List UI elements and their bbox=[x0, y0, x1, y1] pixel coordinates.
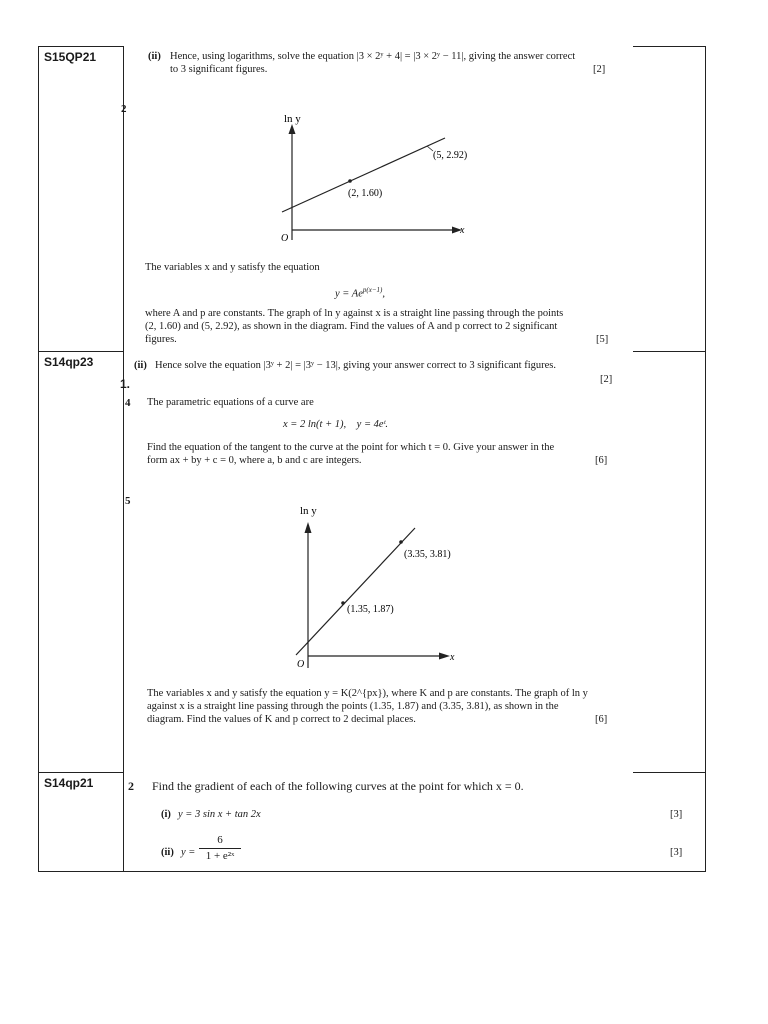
marks-badge: [5] bbox=[596, 334, 609, 345]
fraction-denominator: 1 + e²ˣ bbox=[205, 850, 235, 862]
part-i-label: (i) bbox=[161, 809, 171, 820]
graph-line bbox=[296, 528, 415, 655]
marks-badge: [2] bbox=[593, 64, 606, 75]
point-label-2: (5, 2.92) bbox=[433, 150, 468, 161]
question-number-5: 5 bbox=[125, 495, 131, 507]
marks-badge: [3] bbox=[670, 809, 683, 820]
part-ii-text: Hence solve the equation |3ʸ + 2| = |3ʸ − 13|, giving your answer correct to 3 significant figures. bbox=[155, 360, 556, 371]
table-border-left bbox=[38, 46, 39, 872]
y-axis-arrow bbox=[289, 124, 296, 134]
x-axis-label: x bbox=[460, 225, 465, 236]
table-border-right bbox=[705, 46, 706, 872]
origin-label: O bbox=[281, 233, 289, 244]
question-intro: The variables x and y satisfy the equation bbox=[145, 262, 320, 273]
equation-end: , bbox=[382, 288, 386, 300]
fraction-numerator: 6 bbox=[217, 834, 223, 846]
paper-code-s14qp23: S14qp23 bbox=[44, 355, 94, 369]
point-label-1: (1.35, 1.87) bbox=[347, 604, 394, 615]
point-label-1: (2, 1.60) bbox=[348, 188, 383, 199]
question-number: 2 bbox=[128, 779, 134, 793]
table-border-top bbox=[38, 46, 124, 47]
table-border-bottom bbox=[38, 871, 706, 872]
point-label-2: (3.35, 3.81) bbox=[404, 549, 451, 560]
paper-code-s15qp21: S15QP21 bbox=[44, 50, 97, 64]
part-ii-text-line1: Hence, using logarithms, solve the equation |3 × 2ʸ + 4| = |3 × 2ʸ − 11|, giving the answer correct bbox=[170, 51, 576, 62]
question-number: 2 bbox=[121, 103, 127, 115]
equation-exponent: p(x−1) bbox=[362, 286, 383, 294]
table-border-top-right bbox=[633, 46, 706, 47]
table-row-divider-2-left bbox=[38, 772, 124, 773]
paper-code-s14qp21: S14qp21 bbox=[44, 776, 94, 790]
q5-body-line1: The variables x and y satisfy the equation y = K(2^{px}), where K and p are constants. The graph of ln y bbox=[147, 688, 588, 699]
question-number-4: 4 bbox=[125, 397, 131, 409]
fraction bbox=[199, 834, 241, 863]
part-i-expression: y = 3 sin x + tan 2x bbox=[178, 809, 261, 820]
part-ii-lhs: y = bbox=[181, 847, 196, 858]
x-axis-arrow bbox=[439, 653, 450, 660]
q4-intro: The parametric equations of a curve are bbox=[147, 397, 314, 408]
data-point-1 bbox=[341, 601, 345, 605]
part-ii-label: (ii) bbox=[161, 847, 174, 858]
data-point-2 bbox=[399, 540, 403, 544]
data-point-1 bbox=[348, 179, 352, 183]
y-axis-arrow bbox=[305, 522, 312, 533]
question-body-line3: figures. bbox=[145, 334, 177, 345]
part-ii-label: (ii) bbox=[134, 360, 147, 371]
table-divider-col bbox=[123, 46, 124, 872]
y-axis-label: ln y bbox=[300, 505, 317, 517]
graph-line bbox=[282, 138, 445, 212]
q5-body-line2: against x is a straight line passing through the points (1.35, 1.87) and (3.35, 3.81), as shown in the bbox=[147, 701, 559, 712]
ln-y-graph-2 bbox=[290, 500, 470, 675]
equation bbox=[335, 284, 385, 301]
y-axis-label: ln y bbox=[284, 113, 301, 125]
part-ii-text-line2: to 3 significant figures. bbox=[170, 64, 268, 75]
question-stem: Find the gradient of each of the following curves at the point for which x = 0. bbox=[152, 779, 524, 793]
table-row-divider-1-left bbox=[38, 351, 124, 352]
part-ii-label: (ii) bbox=[148, 51, 161, 62]
q4-body-line1: Find the equation of the tangent to the curve at the point for which t = 0. Give your answer in the bbox=[147, 442, 555, 453]
origin-label: O bbox=[297, 659, 305, 670]
ln-y-graph-1 bbox=[270, 110, 480, 245]
equation-base: y = Ae bbox=[335, 288, 363, 300]
question-body-line1: where A and p are constants. The graph of ln y against x is a straight line passing through the points bbox=[145, 308, 564, 319]
marks-badge: [6] bbox=[595, 455, 608, 466]
q5-body-line3: diagram. Find the values of K and p correct to 2 decimal places. bbox=[147, 714, 416, 725]
list-marker: 1. bbox=[120, 377, 131, 391]
question-body-line2: (2, 1.60) and (5, 2.92), as shown in the diagram. Find the values of A and p correct to 2 significant bbox=[145, 321, 558, 332]
table-row-divider-1-right bbox=[633, 351, 706, 352]
fraction-bar bbox=[199, 848, 241, 849]
q4-equation: x = 2 ln(t + 1), y = 4eᵗ. bbox=[283, 419, 388, 430]
x-axis-label: x bbox=[450, 652, 455, 663]
marks-badge: [2] bbox=[600, 374, 613, 385]
marks-badge: [3] bbox=[670, 847, 683, 858]
table-row-divider-2-right bbox=[633, 772, 706, 773]
q4-body-line2: form ax + by + c = 0, where a, b and c are integers. bbox=[147, 455, 362, 466]
marks-badge: [6] bbox=[595, 714, 608, 725]
